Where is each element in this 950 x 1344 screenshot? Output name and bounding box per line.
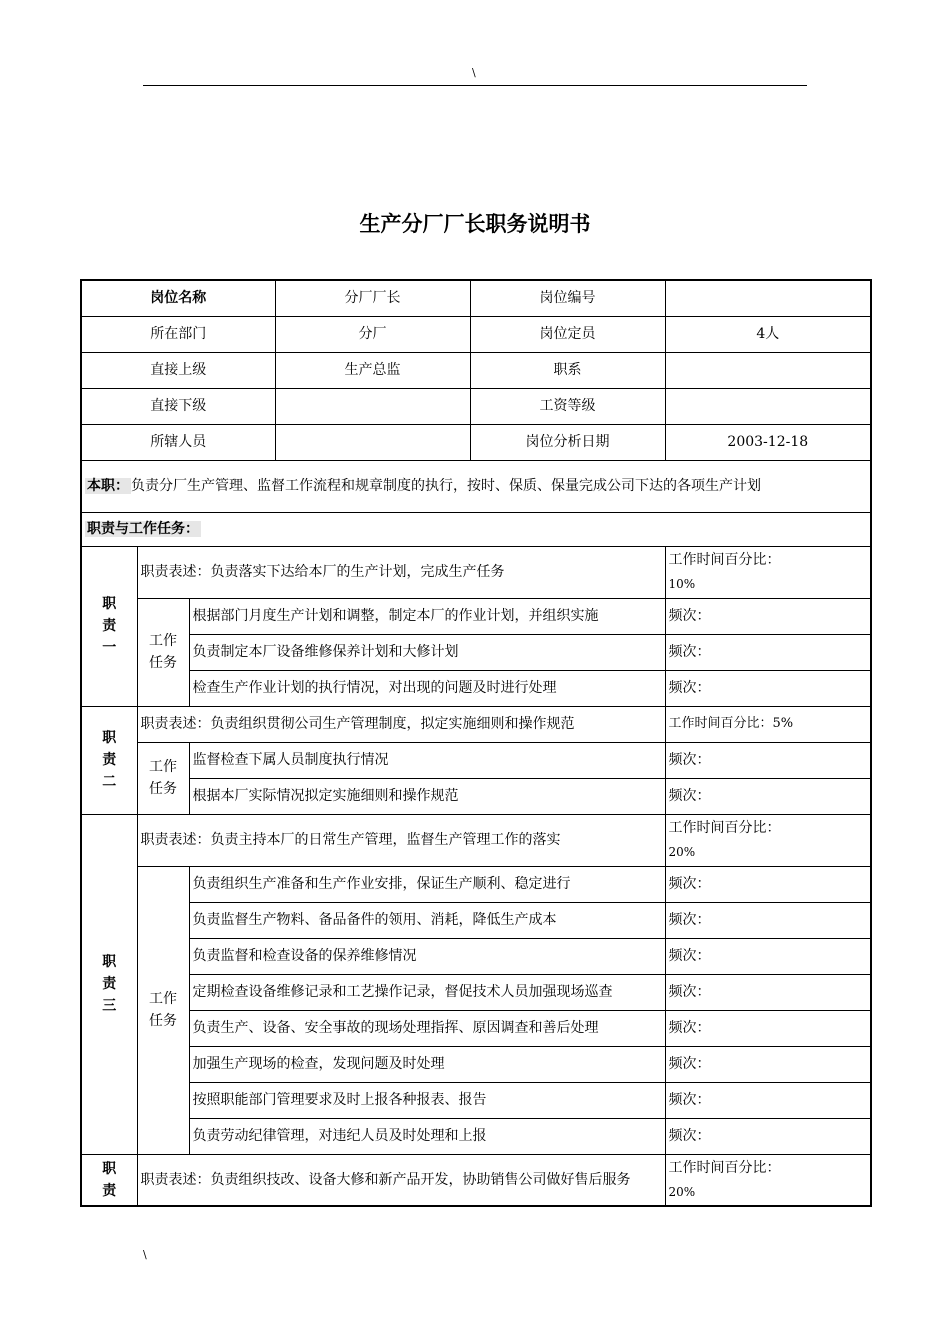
post-no-label: 岗位编号 — [470, 280, 665, 316]
salary-label: 工资等级 — [470, 388, 665, 424]
dept-label: 所在部门 — [81, 316, 275, 352]
series-value — [665, 352, 871, 388]
duty-4-label: 职 责 — [81, 1154, 137, 1206]
post-name-value: 分厂厂长 — [275, 280, 470, 316]
task-row — [81, 742, 871, 778]
staff-label: 所辖人员 — [81, 424, 275, 460]
freq-label: 频次： — [665, 1046, 871, 1082]
duty-3-label: 职 责 三 — [81, 814, 137, 1154]
task-label: 工作 任务 — [137, 866, 189, 1154]
duty-4-percent-value: 20% — [668, 1184, 696, 1199]
duty-3-percent-label: 工作时间百分比： — [668, 820, 781, 836]
duty-3-task-1: 负责组织生产准备和生产作业安排，保证生产顺利、稳定进行 — [189, 866, 665, 902]
duty-3-task-3: 负责监督和检查设备的保养维修情况 — [189, 938, 665, 974]
freq-label: 频次： — [665, 938, 871, 974]
duty-1-percent-label: 工作时间百分比： — [668, 552, 781, 568]
freq-label: 频次： — [665, 1010, 871, 1046]
task-row — [81, 974, 871, 1010]
summary-text: 负责分厂生产管理、监督工作流程和规章制度的执行，按时、保质、保量完成公司下达的各项生产计划 — [131, 478, 761, 494]
duty-2-label: 职 责 二 — [81, 706, 137, 814]
freq-label: 频次： — [665, 778, 871, 814]
duty-1-statement: 职责表述：负责落实下达给本厂的生产计划，完成生产任务 — [137, 546, 665, 598]
duty-1-label: 职 责 一 — [81, 546, 137, 706]
freq-label: 频次： — [665, 742, 871, 778]
post-no-value — [665, 280, 871, 316]
task-row — [81, 634, 871, 670]
task-row — [81, 902, 871, 938]
quota-label: 岗位定员 — [470, 316, 665, 352]
freq-label: 频次： — [665, 670, 871, 706]
page-title: 生产分厂厂长职务说明书 — [359, 212, 591, 236]
duty-1-task-2: 负责制定本厂设备维修保养计划和大修计划 — [189, 634, 665, 670]
duty-3-task-7: 按照职能部门管理要求及时上报各种报表、报告 — [189, 1082, 665, 1118]
duty-statement-row — [81, 546, 871, 598]
freq-label: 频次： — [665, 598, 871, 634]
header-rule — [143, 85, 807, 86]
duties-heading: 职责与工作任务： — [87, 521, 199, 537]
task-row — [81, 778, 871, 814]
post-name-label: 岗位名称 — [81, 280, 275, 316]
duty-3-task-5: 负责生产、设备、安全事故的现场处理指挥、原因调查和善后处理 — [189, 1010, 665, 1046]
freq-label: 频次： — [665, 634, 871, 670]
date-value: 2003-12-18 — [665, 424, 871, 460]
quota-value: 4人 — [665, 316, 871, 352]
task-label: 工作 任务 — [137, 742, 189, 814]
date-label: 岗位分析日期 — [470, 424, 665, 460]
staff-value — [275, 424, 470, 460]
salary-value — [665, 388, 871, 424]
superior-value: 生产总监 — [275, 352, 470, 388]
dept-value: 分厂 — [275, 316, 470, 352]
freq-label: 频次： — [665, 974, 871, 1010]
duty-3-percent-value: 20% — [668, 845, 696, 859]
task-row — [81, 938, 871, 974]
duties-heading-row — [81, 512, 871, 546]
duty-3-task-2: 负责监督生产物料、备品备件的领用、消耗，降低生产成本 — [189, 902, 665, 938]
duty-3-task-4: 定期检查设备维修记录和工艺操作记录，督促技术人员加强现场巡查 — [189, 974, 665, 1010]
duty-2-task-2: 根据本厂实际情况拟定实施细则和操作规范 — [189, 778, 665, 814]
task-row — [81, 598, 871, 634]
duty-2-statement: 职责表述：负责组织贯彻公司生产管理制度，拟定实施细则和操作规范 — [137, 706, 665, 742]
superior-label: 直接上级 — [81, 352, 275, 388]
freq-label: 频次： — [665, 1118, 871, 1154]
duty-statement-row — [81, 706, 871, 742]
info-row — [81, 352, 871, 388]
task-row — [81, 1010, 871, 1046]
freq-label: 频次： — [665, 902, 871, 938]
info-row — [81, 388, 871, 424]
info-row — [81, 424, 871, 460]
series-label: 职系 — [470, 352, 665, 388]
duty-statement-row — [81, 814, 871, 866]
subordinate-value — [275, 388, 470, 424]
duty-3-task-8: 负责劳动纪律管理，对违纪人员及时处理和上报 — [189, 1118, 665, 1154]
duty-2-task-1: 监督检查下属人员制度执行情况 — [189, 742, 665, 778]
freq-label: 频次： — [665, 1082, 871, 1118]
duty-1-percent-value: 10% — [668, 577, 696, 591]
info-row — [81, 280, 871, 316]
freq-label: 频次： — [665, 866, 871, 902]
footer-mark: \ — [143, 1248, 147, 1261]
duty-3-statement: 职责表述：负责主持本厂的日常生产管理，监督生产管理工作的落实 — [137, 814, 665, 866]
job-description-table — [80, 279, 872, 1207]
duty-2-percent: 工作时间百分比：5% — [665, 706, 871, 742]
task-row — [81, 866, 871, 902]
duty-statement-row — [81, 1154, 871, 1206]
info-row — [81, 316, 871, 352]
duty-4-percent-label: 工作时间百分比： — [668, 1159, 781, 1176]
duty-1-task-3: 检查生产作业计划的执行情况，对出现的问题及时进行处理 — [189, 670, 665, 706]
task-row — [81, 1118, 871, 1154]
task-row — [81, 1082, 871, 1118]
header-mark: \ — [472, 66, 476, 79]
duty-3-task-6: 加强生产现场的检查，发现问题及时处理 — [189, 1046, 665, 1082]
task-label: 工作 任务 — [137, 598, 189, 706]
subordinate-label: 直接下级 — [81, 388, 275, 424]
task-row — [81, 1046, 871, 1082]
summary-label: 本职： — [87, 478, 129, 494]
summary-row — [81, 460, 871, 512]
task-row — [81, 670, 871, 706]
duty-1-task-1: 根据部门月度生产计划和调整，制定本厂的作业计划，并组织实施 — [189, 598, 665, 634]
duty-4-statement: 职责表述：负责组织技改、设备大修和新产品开发，协助销售公司做好售后服务 — [137, 1154, 665, 1206]
